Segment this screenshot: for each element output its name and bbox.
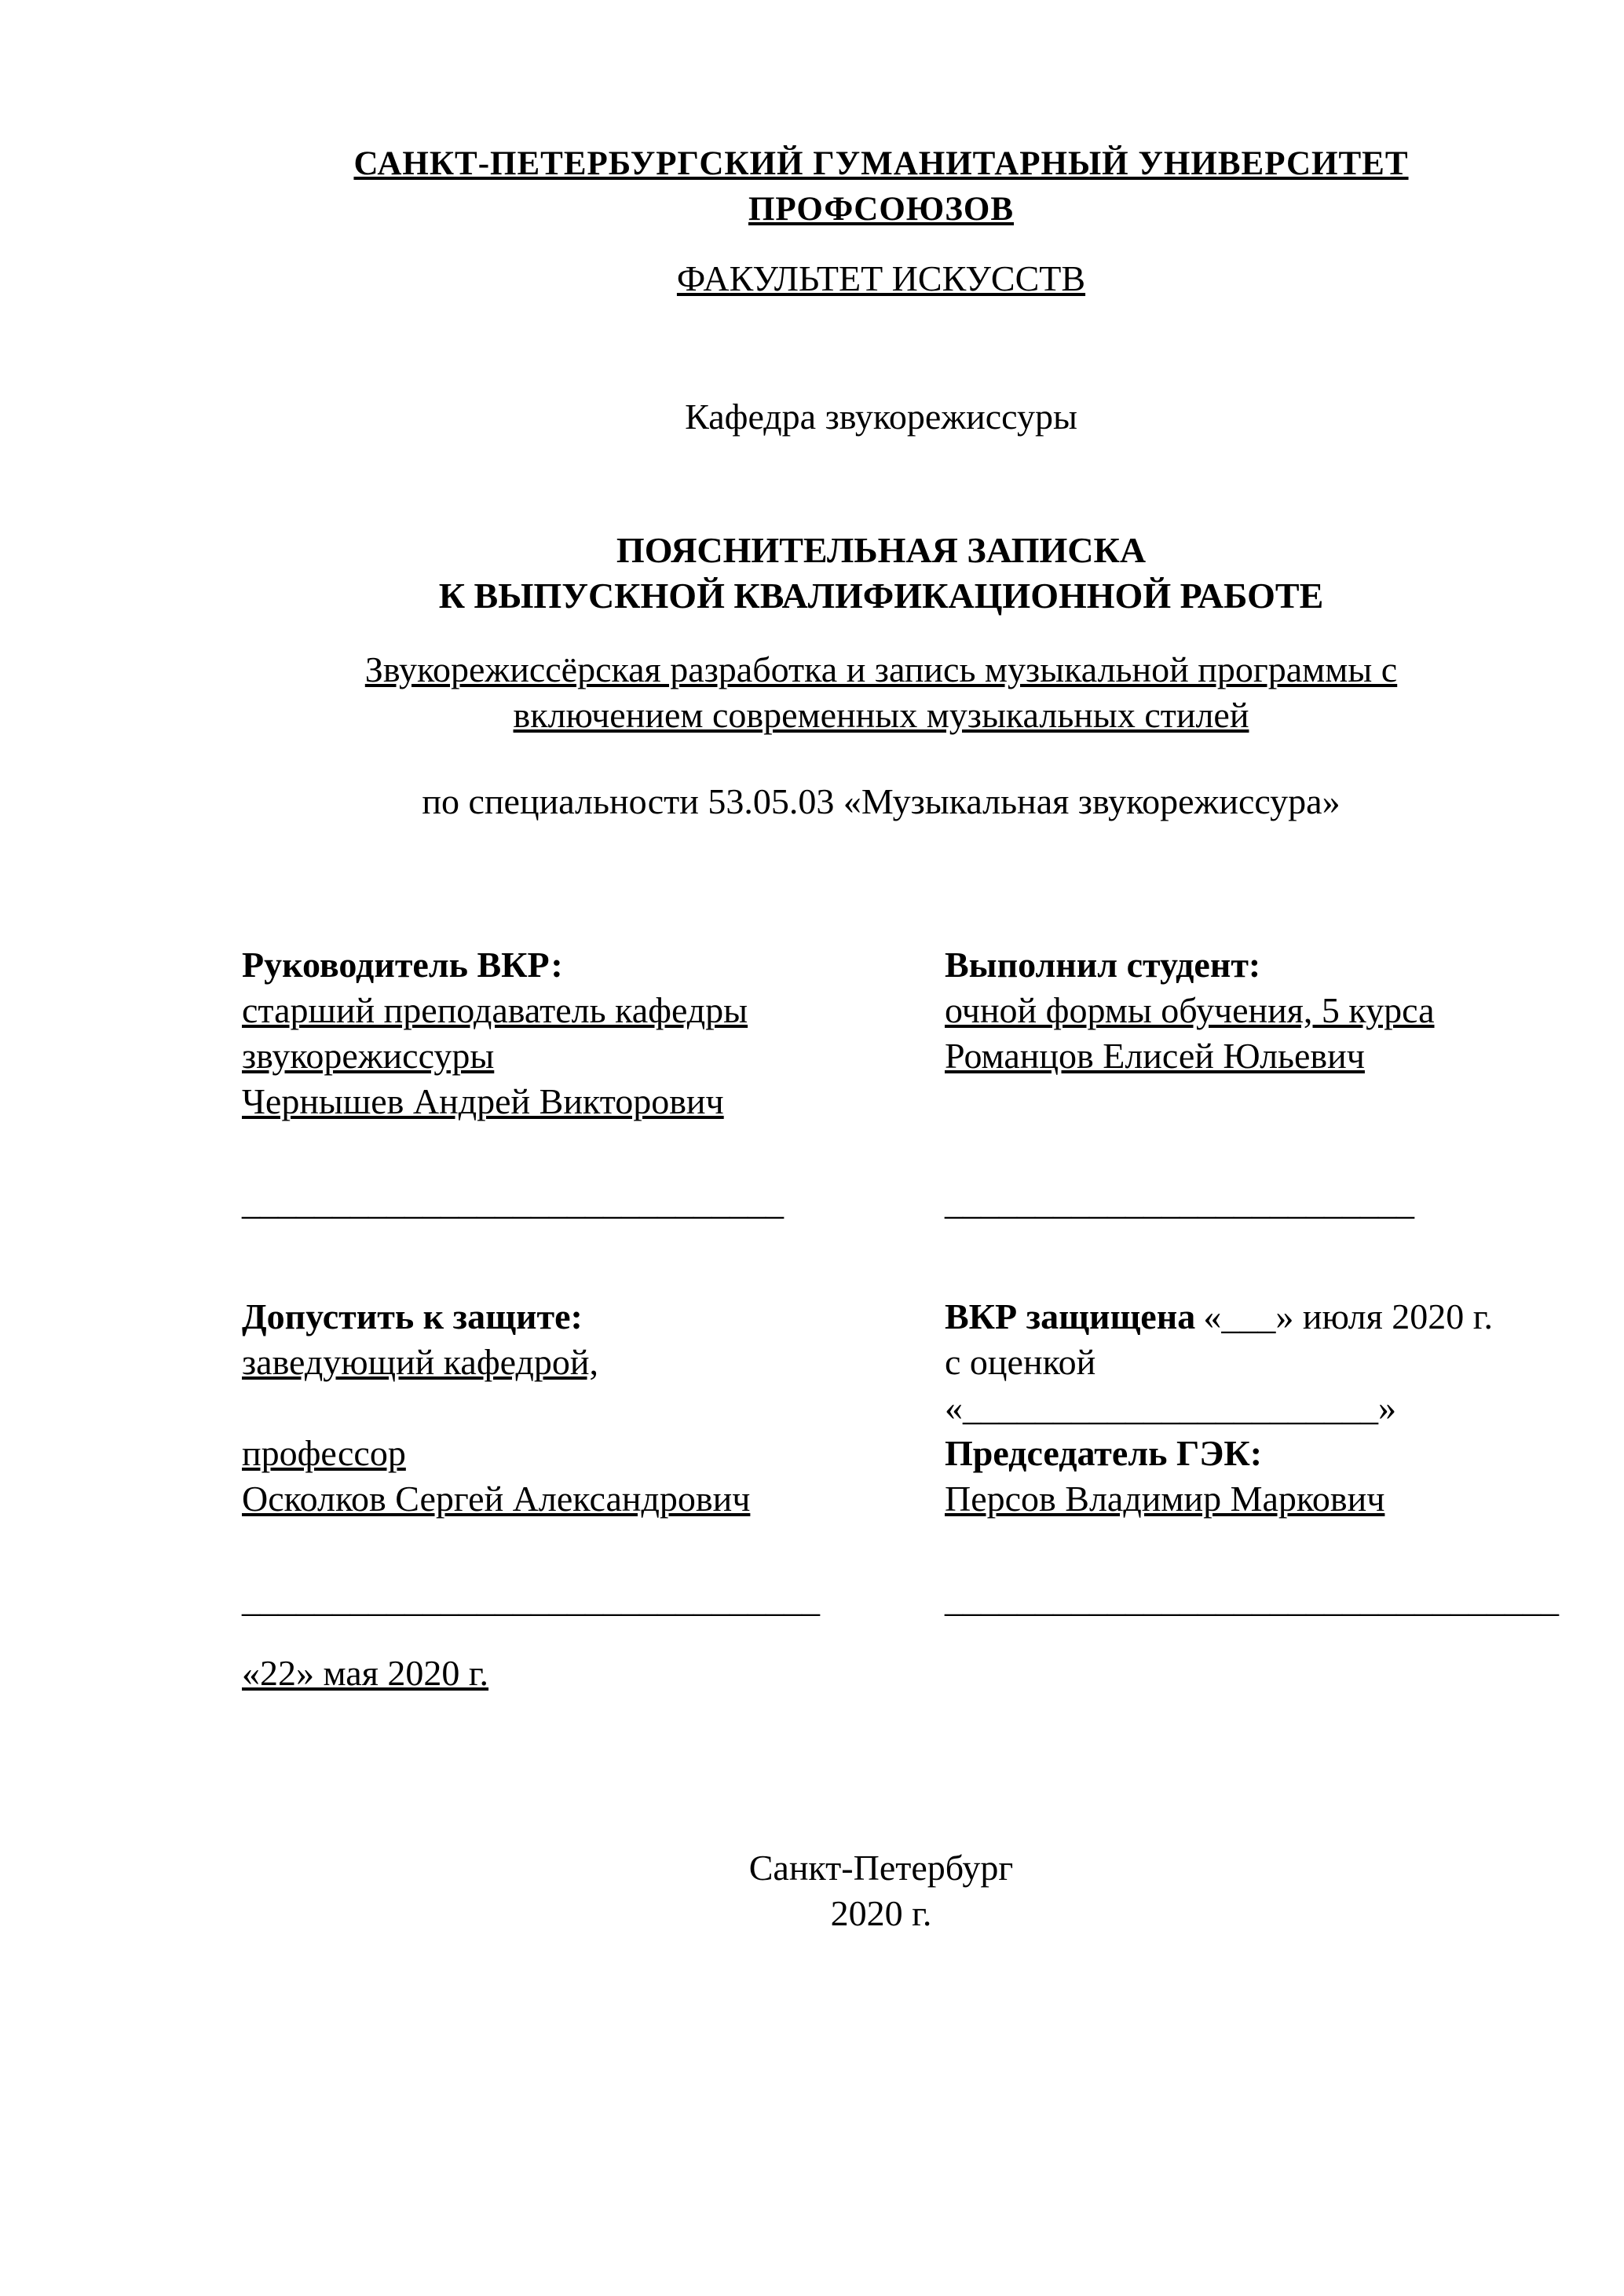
admission-date: «22» мая 2020 г. — [242, 1653, 489, 1693]
empty-cell — [945, 1651, 1520, 1696]
committee-chair-name: Персов Владимир Маркович — [945, 1479, 1385, 1519]
footer-year: 2020 г. — [830, 1893, 932, 1933]
department-name: Кафедра звукорежиссуры — [685, 397, 1077, 437]
admission-label: Допустить к защите: — [242, 1296, 583, 1336]
supervisor-student-block — [242, 942, 1520, 1225]
admission-approver-name: Осколков Сергей Александрович — [242, 1479, 751, 1519]
admission-signature-line: ________________________________ — [242, 1579, 820, 1619]
specialty-line: по специальности 53.05.03 «Музыкальная звукорежиссура» — [422, 781, 1341, 821]
faculty-name: ФАКУЛЬТЕТ ИСКУССТВ — [676, 258, 1086, 298]
student-study-form: очной формы обучения, 5 курса — [945, 990, 1435, 1030]
footer-block — [242, 1845, 1520, 1936]
chair-signature-line: __________________________________ — [945, 1579, 1559, 1619]
committee-chair-label: Председатель ГЭК: — [945, 1433, 1263, 1473]
admission-defense-block — [242, 1294, 1559, 1696]
supervisor-position-line1: старший преподаватель кафедры — [242, 990, 748, 1030]
supervisor-name: Чернышев Андрей Викторович — [242, 1081, 724, 1121]
student-name: Романцов Елисей Юльевич — [945, 1036, 1365, 1076]
grade-line: с оценкой «_______________________» — [945, 1342, 1396, 1428]
thesis-title — [242, 647, 1520, 738]
document-type-title — [242, 528, 1520, 619]
admission-position-line2: профессор — [242, 1433, 406, 1473]
footer-city: Санкт-Петербург — [748, 1848, 1014, 1888]
defense-date-blank: «___» июля 2020 г. — [1203, 1296, 1493, 1336]
thesis-title-line1: Звукорежиссёрская разработка и запись музыкальной программы с — [364, 649, 1398, 689]
empty-cell — [945, 1079, 1520, 1124]
document-type-title-line1: ПОЯСНИТЕЛЬНАЯ ЗАПИСКА — [616, 530, 1147, 570]
supervisor-signature-line: ______________________________ — [242, 1182, 784, 1222]
defense-label: ВКР защищена — [945, 1296, 1196, 1336]
document-type-title-line2: К ВЫПУСКНОЙ КВАЛИФИКАЦИОННОЙ РАБОТЕ — [438, 576, 1324, 616]
student-signature-line: __________________________ — [945, 1182, 1414, 1222]
admission-position-line1: заведующий кафедрой, — [242, 1342, 598, 1382]
university-name: САНКТ-ПЕТЕРБУРГСКИЙ ГУМАНИТАРНЫЙ УНИВЕРСИТЕТ ПРОФСОЮЗОВ — [353, 145, 1409, 228]
thesis-title-line2: включением современных музыкальных стилей — [513, 695, 1249, 735]
supervisor-label: Руководитель ВКР: — [242, 945, 563, 985]
supervisor-position-line2: звукорежиссуры — [242, 1036, 495, 1076]
defense-date-line — [945, 1294, 1520, 1340]
student-label: Выполнил студент: — [945, 945, 1261, 985]
